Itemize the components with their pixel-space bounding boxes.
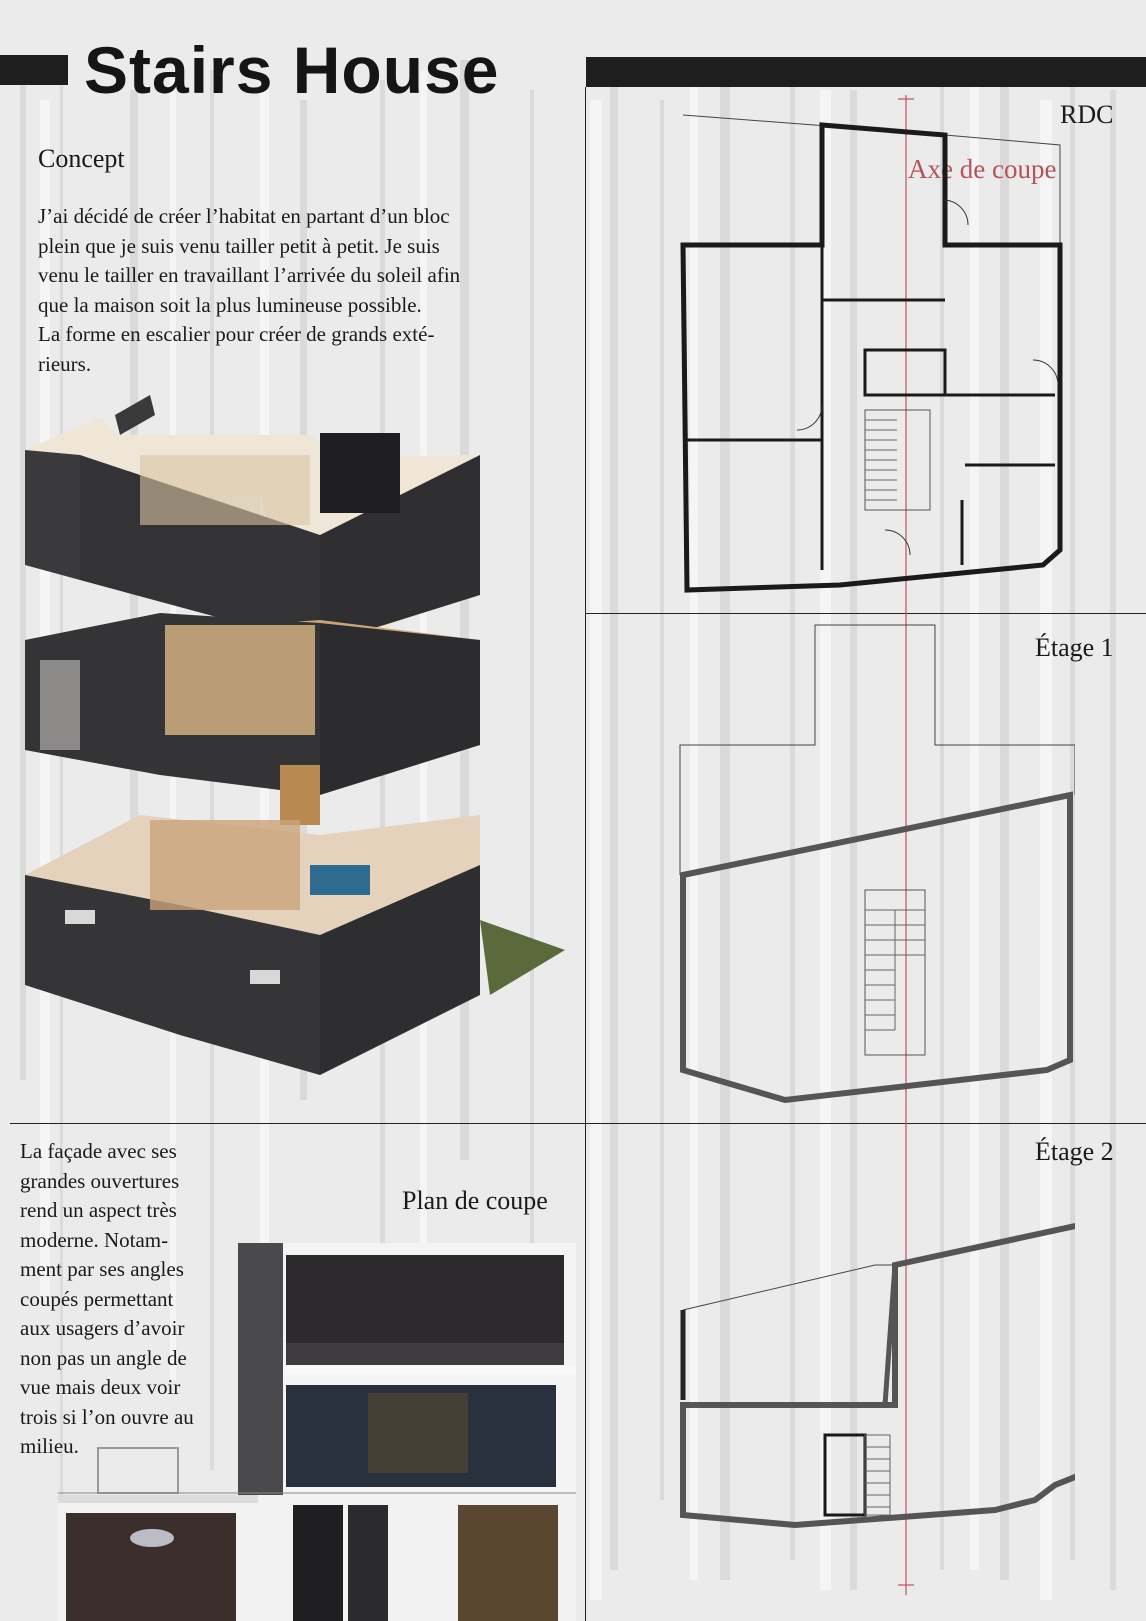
header-bar-right [586,57,1146,87]
facade-line: aux usagers d’avoir [20,1316,185,1340]
section-render [58,1243,576,1621]
facade-line: moderne. Notam- [20,1227,169,1252]
concept-line: J’ai décidé de créer l’habitat en partant d’un bloc [38,204,450,228]
facade-line: grandes ouvertures [20,1168,180,1193]
divider-horizontal-right [585,613,1146,614]
concept-line: que la maison soit la plus lumineuse possible. [38,292,422,317]
header-bar-left [0,55,68,85]
facade-line: rend un aspect très [20,1198,177,1222]
page-title: Stairs House [84,33,500,107]
floor-plan-etage1 [675,620,1075,1110]
concept-line: La forme en escalier pour créer de grands exté- [38,322,435,346]
section-plan-label: Plan de coupe [402,1186,548,1215]
concept-line: rieurs. [38,351,92,376]
floor-plan-etage2 [675,1215,1075,1545]
facade-line: milieu. [20,1434,79,1458]
concept-heading: Concept [38,144,125,173]
facade-line: coupés permettant [20,1286,174,1311]
concept-line: plein que je suis venu tailler petit à petit. Je suis [38,233,440,258]
axis-label: Axe de coupe [908,154,1057,184]
facade-line: non pas un angle de [20,1345,187,1370]
etage1-label: Étage 1 [1035,633,1114,662]
facade-line: vue mais deux voir [20,1375,181,1399]
facade-line: trois si l’on ouvre au [20,1404,194,1429]
rdc-label: RDC [1060,100,1114,129]
etage2-label: Étage 2 [1035,1137,1114,1166]
concept-line: venu le tailler en travaillant l’arrivée du soleil afin [38,263,461,287]
divider-horizontal-bottom [10,1123,1146,1124]
exploded-axonometric-render [20,395,585,1105]
concept-text [38,202,538,379]
facade-line: ment par ses angles [20,1257,184,1281]
divider-vertical [585,87,586,1621]
floor-plan-rdc [675,110,1075,600]
facade-line: La façade avec ses [20,1139,177,1163]
